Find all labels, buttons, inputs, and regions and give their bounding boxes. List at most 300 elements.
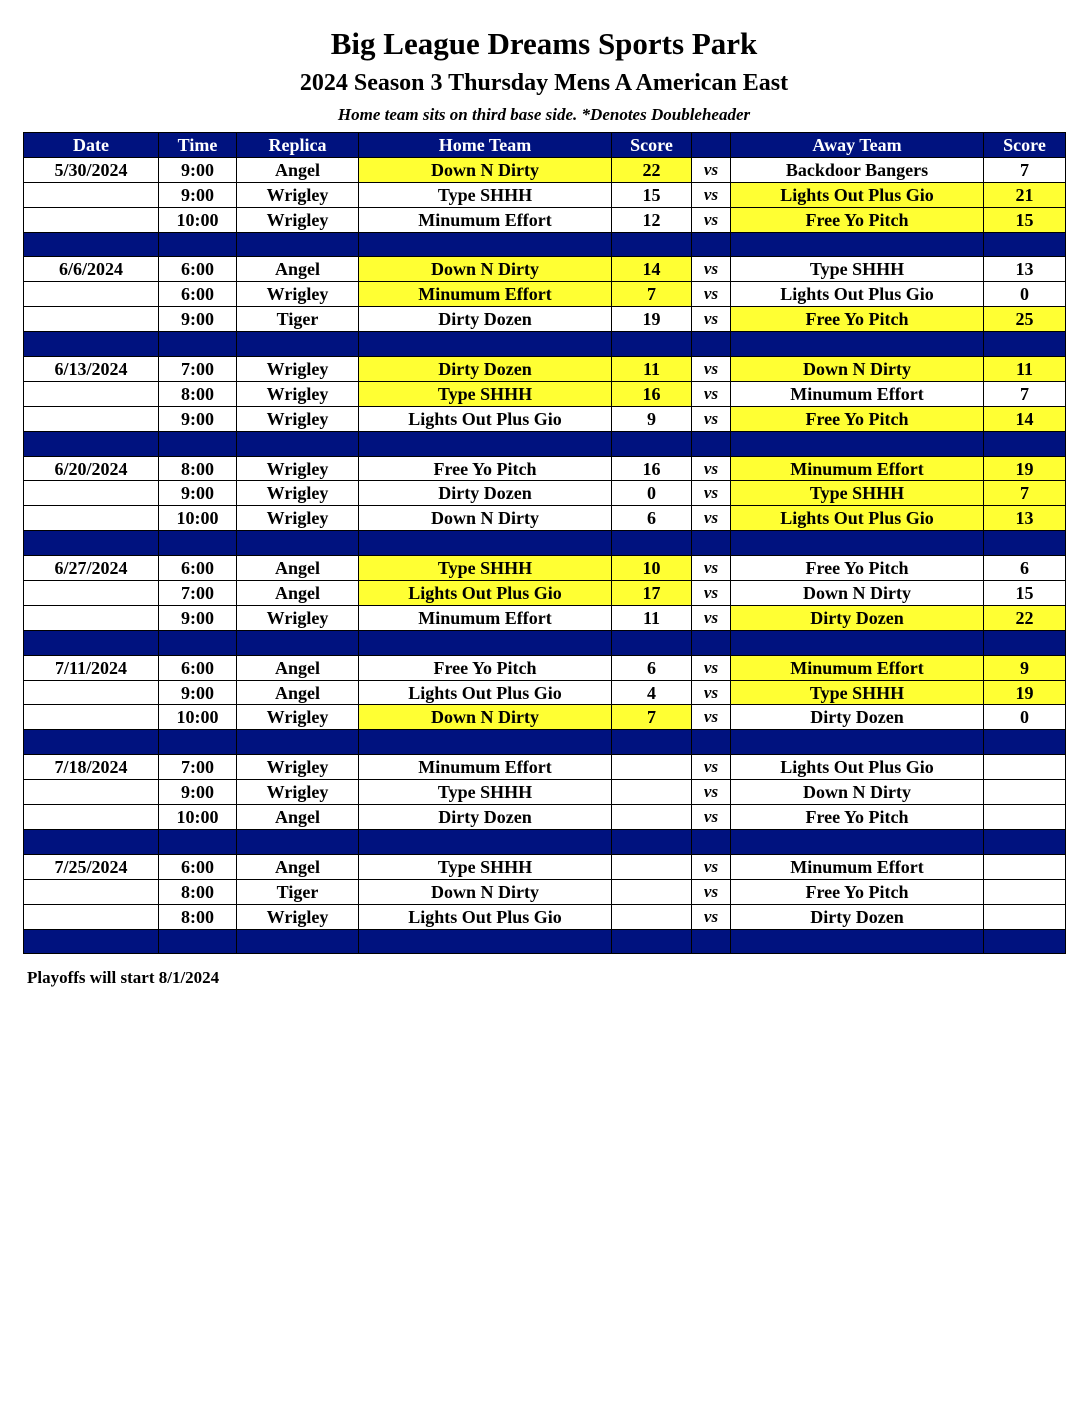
separator-cell (237, 829, 359, 854)
separator-cell (612, 332, 692, 357)
table-row (24, 556, 1066, 581)
table-row (24, 705, 1066, 730)
separator-cell (359, 730, 612, 755)
replica-cell: Angel (237, 854, 359, 879)
schedule-note: Home team sits on third base side. *Denotes Doubleheader (337, 105, 751, 124)
date-cell (24, 182, 159, 207)
away-team-cell: Free Yo Pitch (731, 556, 984, 581)
table-row (24, 680, 1066, 705)
date-cell (24, 680, 159, 705)
home-team-cell: Down N Dirty (359, 879, 612, 904)
home-team-cell: Dirty Dozen (359, 307, 612, 332)
away-score-cell: 7 (984, 481, 1066, 506)
away-score-cell: 15 (984, 581, 1066, 606)
table-row (24, 257, 1066, 282)
vs-cell: vs (692, 506, 731, 531)
time-cell: 6:00 (159, 655, 237, 680)
separator-cell (731, 730, 984, 755)
home-team-cell: Lights Out Plus Gio (359, 406, 612, 431)
separator-cell (159, 730, 237, 755)
separator-cell (692, 232, 731, 257)
date-cell (24, 805, 159, 830)
away-team-cell: Free Yo Pitch (731, 207, 984, 232)
away-score-cell: 15 (984, 207, 1066, 232)
away-score-cell: 7 (984, 157, 1066, 182)
separator-cell (984, 829, 1066, 854)
date-cell (24, 581, 159, 606)
separator-cell (359, 630, 612, 655)
away-score-cell: 7 (984, 381, 1066, 406)
home-score-cell (612, 805, 692, 830)
table-row (24, 605, 1066, 630)
replica-cell: Wrigley (237, 182, 359, 207)
time-cell: 10:00 (159, 207, 237, 232)
home-team-cell: Down N Dirty (359, 506, 612, 531)
away-team-cell: Minumum Effort (731, 655, 984, 680)
home-score-cell (612, 755, 692, 780)
vs-cell: vs (692, 157, 731, 182)
away-team-cell: Down N Dirty (731, 581, 984, 606)
home-score-cell: 11 (612, 357, 692, 382)
vs-cell: vs (692, 605, 731, 630)
separator-cell (237, 332, 359, 357)
date-cell: 7/25/2024 (24, 854, 159, 879)
home-team-cell: Down N Dirty (359, 157, 612, 182)
separator-cell (24, 332, 159, 357)
away-score-cell: 11 (984, 357, 1066, 382)
away-team-cell: Dirty Dozen (731, 904, 984, 929)
away-score-cell: 14 (984, 406, 1066, 431)
home-score-cell: 22 (612, 157, 692, 182)
playoffs-note: Playoffs will start 8/1/2024 (27, 968, 220, 987)
time-cell: 9:00 (159, 406, 237, 431)
home-score-cell: 6 (612, 655, 692, 680)
replica-cell: Wrigley (237, 207, 359, 232)
away-team-cell: Down N Dirty (731, 780, 984, 805)
separator-cell (359, 332, 612, 357)
home-score-cell: 12 (612, 207, 692, 232)
date-cell (24, 879, 159, 904)
date-cell (24, 904, 159, 929)
date-cell (24, 207, 159, 232)
schedule-table (23, 132, 1066, 954)
time-cell: 10:00 (159, 805, 237, 830)
time-cell: 6:00 (159, 257, 237, 282)
vs-cell: vs (692, 207, 731, 232)
replica-cell: Angel (237, 680, 359, 705)
vs-cell: vs (692, 456, 731, 481)
date-cell: 7/11/2024 (24, 655, 159, 680)
away-score-cell (984, 805, 1066, 830)
away-team-cell: Minumum Effort (731, 456, 984, 481)
home-team-cell: Minumum Effort (359, 605, 612, 630)
away-team-cell: Lights Out Plus Gio (731, 182, 984, 207)
week-separator-row (24, 929, 1066, 954)
replica-cell: Tiger (237, 307, 359, 332)
time-cell: 6:00 (159, 282, 237, 307)
separator-cell (612, 730, 692, 755)
home-score-cell: 0 (612, 481, 692, 506)
column-header-time: Time (159, 133, 237, 158)
away-score-cell: 13 (984, 257, 1066, 282)
home-score-cell: 16 (612, 381, 692, 406)
home-team-cell: Down N Dirty (359, 257, 612, 282)
separator-cell (612, 829, 692, 854)
replica-cell: Wrigley (237, 282, 359, 307)
separator-cell (692, 531, 731, 556)
replica-cell: Wrigley (237, 755, 359, 780)
home-score-cell: 10 (612, 556, 692, 581)
table-row (24, 854, 1066, 879)
home-team-cell: Free Yo Pitch (359, 456, 612, 481)
table-row (24, 357, 1066, 382)
vs-cell: vs (692, 357, 731, 382)
replica-cell: Wrigley (237, 406, 359, 431)
table-row (24, 655, 1066, 680)
time-cell: 9:00 (159, 780, 237, 805)
separator-cell (984, 431, 1066, 456)
home-score-cell: 6 (612, 506, 692, 531)
table-row (24, 381, 1066, 406)
vs-cell: vs (692, 680, 731, 705)
date-cell (24, 605, 159, 630)
separator-cell (692, 929, 731, 954)
separator-cell (731, 630, 984, 655)
time-cell: 9:00 (159, 481, 237, 506)
separator-cell (359, 929, 612, 954)
vs-cell: vs (692, 406, 731, 431)
vs-cell: vs (692, 879, 731, 904)
table-row (24, 780, 1066, 805)
separator-cell (731, 232, 984, 257)
week-separator-row (24, 829, 1066, 854)
away-score-cell: 19 (984, 680, 1066, 705)
vs-cell: vs (692, 182, 731, 207)
separator-cell (692, 431, 731, 456)
separator-cell (359, 431, 612, 456)
separator-cell (612, 929, 692, 954)
time-cell: 9:00 (159, 157, 237, 182)
separator-cell (237, 431, 359, 456)
table-row (24, 581, 1066, 606)
separator-cell (159, 829, 237, 854)
date-cell (24, 307, 159, 332)
date-cell: 7/18/2024 (24, 755, 159, 780)
separator-cell (731, 431, 984, 456)
page-title: Big League Dreams Sports Park (330, 26, 758, 61)
separator-cell (237, 730, 359, 755)
separator-cell (159, 929, 237, 954)
away-team-cell: Down N Dirty (731, 357, 984, 382)
separator-cell (692, 829, 731, 854)
away-score-cell: 9 (984, 655, 1066, 680)
separator-cell (731, 332, 984, 357)
date-cell (24, 381, 159, 406)
replica-cell: Tiger (237, 879, 359, 904)
table-row (24, 755, 1066, 780)
separator-cell (24, 232, 159, 257)
replica-cell: Wrigley (237, 481, 359, 506)
replica-cell: Angel (237, 805, 359, 830)
time-cell: 8:00 (159, 879, 237, 904)
separator-cell (731, 929, 984, 954)
table-header-row (24, 133, 1066, 158)
home-team-cell: Dirty Dozen (359, 481, 612, 506)
column-header-replica: Replica (237, 133, 359, 158)
away-score-cell: 25 (984, 307, 1066, 332)
separator-cell (24, 730, 159, 755)
home-team-cell: Lights Out Plus Gio (359, 680, 612, 705)
away-score-cell: 13 (984, 506, 1066, 531)
away-score-cell (984, 904, 1066, 929)
separator-cell (159, 431, 237, 456)
replica-cell: Wrigley (237, 456, 359, 481)
week-separator-row (24, 730, 1066, 755)
home-team-cell: Type SHHH (359, 182, 612, 207)
time-cell: 6:00 (159, 854, 237, 879)
away-score-cell: 0 (984, 282, 1066, 307)
time-cell: 7:00 (159, 755, 237, 780)
vs-cell: vs (692, 381, 731, 406)
date-cell (24, 705, 159, 730)
column-header-vs (692, 133, 731, 158)
separator-cell (24, 531, 159, 556)
home-team-cell: Free Yo Pitch (359, 655, 612, 680)
home-team-cell: Type SHHH (359, 780, 612, 805)
home-team-cell: Type SHHH (359, 381, 612, 406)
table-row (24, 182, 1066, 207)
home-team-cell: Dirty Dozen (359, 805, 612, 830)
table-row (24, 904, 1066, 929)
replica-cell: Wrigley (237, 506, 359, 531)
home-team-cell: Minumum Effort (359, 755, 612, 780)
time-cell: 7:00 (159, 581, 237, 606)
home-team-cell: Minumum Effort (359, 282, 612, 307)
vs-cell: vs (692, 655, 731, 680)
separator-cell (359, 232, 612, 257)
week-separator-row (24, 431, 1066, 456)
home-score-cell (612, 780, 692, 805)
replica-cell: Angel (237, 581, 359, 606)
vs-cell: vs (692, 805, 731, 830)
time-cell: 9:00 (159, 182, 237, 207)
home-score-cell: 14 (612, 257, 692, 282)
time-cell: 6:00 (159, 556, 237, 581)
table-row (24, 157, 1066, 182)
replica-cell: Wrigley (237, 357, 359, 382)
table-row (24, 207, 1066, 232)
date-cell: 6/6/2024 (24, 257, 159, 282)
away-score-cell: 19 (984, 456, 1066, 481)
away-team-cell: Dirty Dozen (731, 705, 984, 730)
home-score-cell: 19 (612, 307, 692, 332)
separator-cell (24, 829, 159, 854)
vs-cell: vs (692, 556, 731, 581)
away-team-cell: Lights Out Plus Gio (731, 506, 984, 531)
home-team-cell: Down N Dirty (359, 705, 612, 730)
away-score-cell (984, 854, 1066, 879)
separator-cell (984, 630, 1066, 655)
table-row (24, 406, 1066, 431)
away-team-cell: Free Yo Pitch (731, 406, 984, 431)
table-row (24, 307, 1066, 332)
date-cell (24, 780, 159, 805)
away-score-cell: 21 (984, 182, 1066, 207)
away-team-cell: Lights Out Plus Gio (731, 282, 984, 307)
replica-cell: Angel (237, 257, 359, 282)
separator-cell (24, 929, 159, 954)
replica-cell: Wrigley (237, 705, 359, 730)
away-team-cell: Free Yo Pitch (731, 307, 984, 332)
column-header-away-team: Away Team (731, 133, 984, 158)
date-cell: 6/13/2024 (24, 357, 159, 382)
separator-cell (24, 431, 159, 456)
column-header-date: Date (24, 133, 159, 158)
date-cell: 6/27/2024 (24, 556, 159, 581)
away-score-cell: 22 (984, 605, 1066, 630)
schedule-subtitle: 2024 Season 3 Thursday Mens A American East (299, 70, 789, 96)
week-separator-row (24, 232, 1066, 257)
separator-cell (731, 531, 984, 556)
separator-cell (731, 829, 984, 854)
date-cell: 6/20/2024 (24, 456, 159, 481)
away-team-cell: Minumum Effort (731, 381, 984, 406)
away-team-cell: Minumum Effort (731, 854, 984, 879)
home-score-cell (612, 879, 692, 904)
replica-cell: Wrigley (237, 780, 359, 805)
week-separator-row (24, 630, 1066, 655)
date-cell (24, 406, 159, 431)
away-team-cell: Dirty Dozen (731, 605, 984, 630)
separator-cell (159, 630, 237, 655)
away-team-cell: Backdoor Bangers (731, 157, 984, 182)
away-team-cell: Type SHHH (731, 481, 984, 506)
separator-cell (612, 232, 692, 257)
home-score-cell: 4 (612, 680, 692, 705)
separator-cell (24, 630, 159, 655)
separator-cell (612, 630, 692, 655)
away-score-cell (984, 780, 1066, 805)
schedule-body (24, 157, 1066, 954)
column-header-home-score: Score (612, 133, 692, 158)
separator-cell (237, 531, 359, 556)
separator-cell (612, 531, 692, 556)
separator-cell (984, 730, 1066, 755)
home-score-cell: 9 (612, 406, 692, 431)
time-cell: 8:00 (159, 456, 237, 481)
home-team-cell: Type SHHH (359, 854, 612, 879)
vs-cell: vs (692, 481, 731, 506)
separator-cell (359, 531, 612, 556)
home-team-cell: Lights Out Plus Gio (359, 581, 612, 606)
away-score-cell: 0 (984, 705, 1066, 730)
date-cell (24, 282, 159, 307)
time-cell: 9:00 (159, 680, 237, 705)
home-team-cell: Dirty Dozen (359, 357, 612, 382)
vs-cell: vs (692, 307, 731, 332)
table-row (24, 506, 1066, 531)
column-header-home-team: Home Team (359, 133, 612, 158)
vs-cell: vs (692, 257, 731, 282)
time-cell: 8:00 (159, 904, 237, 929)
separator-cell (692, 730, 731, 755)
time-cell: 10:00 (159, 705, 237, 730)
replica-cell: Wrigley (237, 381, 359, 406)
vs-cell: vs (692, 780, 731, 805)
replica-cell: Wrigley (237, 904, 359, 929)
separator-cell (159, 531, 237, 556)
week-separator-row (24, 531, 1066, 556)
replica-cell: Angel (237, 655, 359, 680)
home-score-cell: 16 (612, 456, 692, 481)
time-cell: 9:00 (159, 605, 237, 630)
week-separator-row (24, 332, 1066, 357)
date-cell (24, 506, 159, 531)
column-header-away-score: Score (984, 133, 1066, 158)
home-score-cell (612, 904, 692, 929)
separator-cell (984, 232, 1066, 257)
separator-cell (159, 232, 237, 257)
home-score-cell: 17 (612, 581, 692, 606)
time-cell: 8:00 (159, 381, 237, 406)
away-team-cell: Lights Out Plus Gio (731, 755, 984, 780)
separator-cell (984, 929, 1066, 954)
vs-cell: vs (692, 282, 731, 307)
separator-cell (359, 829, 612, 854)
home-score-cell: 15 (612, 182, 692, 207)
home-score-cell: 7 (612, 282, 692, 307)
home-score-cell (612, 854, 692, 879)
separator-cell (692, 332, 731, 357)
vs-cell: vs (692, 854, 731, 879)
separator-cell (237, 630, 359, 655)
separator-cell (984, 332, 1066, 357)
separator-cell (984, 531, 1066, 556)
replica-cell: Angel (237, 157, 359, 182)
table-row (24, 805, 1066, 830)
table-row (24, 282, 1066, 307)
vs-cell: vs (692, 581, 731, 606)
table-row (24, 879, 1066, 904)
away-team-cell: Free Yo Pitch (731, 879, 984, 904)
date-cell: 5/30/2024 (24, 157, 159, 182)
table-row (24, 456, 1066, 481)
date-cell (24, 481, 159, 506)
separator-cell (159, 332, 237, 357)
vs-cell: vs (692, 705, 731, 730)
away-score-cell (984, 879, 1066, 904)
time-cell: 10:00 (159, 506, 237, 531)
home-team-cell: Type SHHH (359, 556, 612, 581)
home-score-cell: 11 (612, 605, 692, 630)
separator-cell (612, 431, 692, 456)
away-team-cell: Type SHHH (731, 680, 984, 705)
home-score-cell: 7 (612, 705, 692, 730)
away-score-cell (984, 755, 1066, 780)
replica-cell: Wrigley (237, 605, 359, 630)
vs-cell: vs (692, 904, 731, 929)
separator-cell (237, 929, 359, 954)
time-cell: 7:00 (159, 357, 237, 382)
away-score-cell: 6 (984, 556, 1066, 581)
home-team-cell: Lights Out Plus Gio (359, 904, 612, 929)
away-team-cell: Free Yo Pitch (731, 805, 984, 830)
separator-cell (692, 630, 731, 655)
time-cell: 9:00 (159, 307, 237, 332)
home-team-cell: Minumum Effort (359, 207, 612, 232)
separator-cell (237, 232, 359, 257)
vs-cell: vs (692, 755, 731, 780)
